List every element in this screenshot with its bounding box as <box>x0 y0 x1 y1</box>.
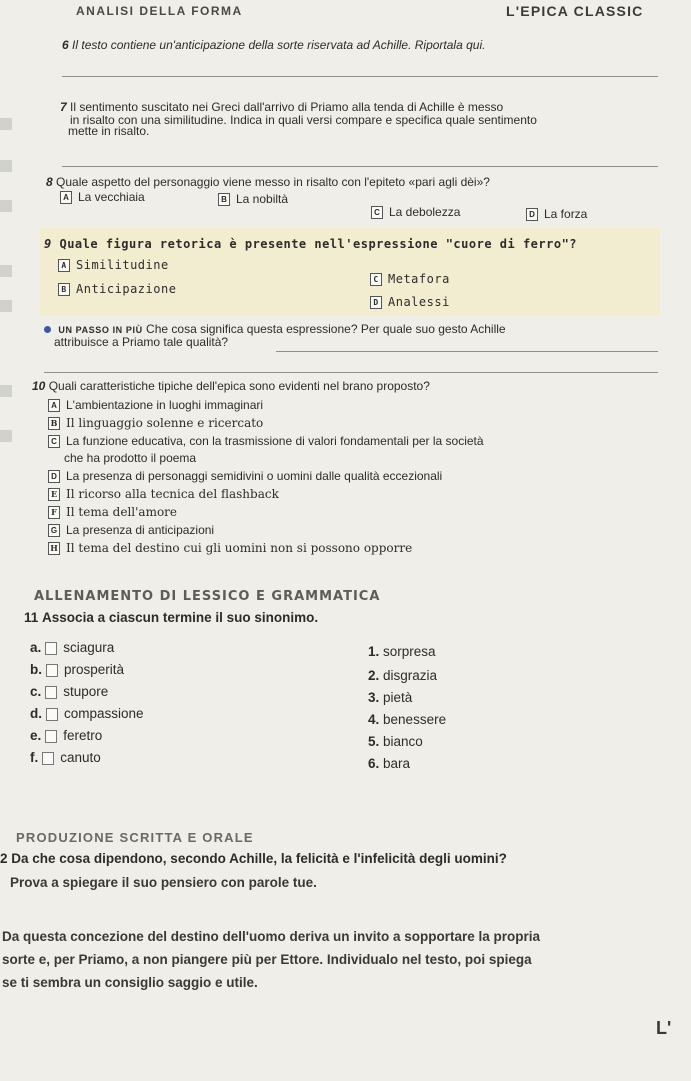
question-7-line2: in risalto con una similitudine. Indica in quali versi compare e specifica quale sentimento <box>70 113 537 127</box>
synonym-5: 5. bianco <box>368 734 423 749</box>
option-letter-box: D <box>526 208 538 221</box>
option-9d[interactable]: D Analessi <box>370 295 450 309</box>
option-letter-box: B <box>58 283 70 296</box>
option-letter-box: F <box>48 506 60 519</box>
answer-box[interactable] <box>46 664 58 677</box>
question-text-line1: Il sentimento suscitato nei Greci dall'arrivo di Priamo alla tenda di Achille è messo <box>70 100 504 114</box>
option-10b[interactable]: B Il linguaggio solenne e ricercato <box>48 416 263 430</box>
question-10 <box>32 379 430 394</box>
section-title-lessico: ALLENAMENTO DI LESSICO E GRAMMATICA <box>34 589 381 604</box>
question-9 <box>44 237 577 251</box>
question-13-line3: se ti sembra un consiglio saggio e utile. <box>2 975 258 990</box>
question-number: 11 <box>24 610 39 625</box>
passo-tag: UN PASSO IN PIÙ <box>58 325 143 335</box>
bullet-icon <box>44 326 51 333</box>
answer-box[interactable] <box>46 708 58 721</box>
question-text: Il testo contiene un'anticipazione della sorte riservata ad Achille. Riportala qui. <box>72 38 486 52</box>
synonym-2: 2. disgrazia <box>368 668 438 683</box>
question-number: 7 <box>60 100 67 114</box>
option-letter-box: D <box>48 470 60 483</box>
option-8b[interactable]: B La nobiltà <box>218 192 288 206</box>
term-a[interactable]: a. sciagura <box>30 640 115 655</box>
synonym-6: 6. bara <box>368 756 411 771</box>
term-e[interactable]: e. feretro <box>30 728 103 743</box>
question-number: 8 <box>46 175 53 189</box>
option-letter-box: B <box>218 193 230 206</box>
option-letter-box: E <box>48 488 60 501</box>
option-10c[interactable]: C La funzione educativa, con la trasmissione di valori fondamentali per la società <box>48 434 484 448</box>
option-10a[interactable]: A L'ambientazione in luoghi immaginari <box>48 398 263 412</box>
option-8c[interactable]: C La debolezza <box>371 205 460 219</box>
option-9a[interactable]: A Similitudine <box>58 258 169 272</box>
answer-line[interactable] <box>62 166 658 167</box>
option-10h[interactable]: H Il tema del destino cui gli uomini non si possono opporre <box>48 541 412 555</box>
margin-mark <box>0 430 12 442</box>
question-13-line2: sorte e, per Priamo, a non piangere più per Ettore. Individualo nel testo, poi spiega <box>2 952 532 967</box>
term-d[interactable]: d. compassione <box>30 706 144 721</box>
answer-box[interactable] <box>42 752 54 765</box>
option-letter-box: A <box>60 191 72 204</box>
option-10f[interactable]: F Il tema dell'amore <box>48 505 177 519</box>
question-number: 10 <box>32 379 46 393</box>
answer-box[interactable] <box>45 730 57 743</box>
option-8d[interactable]: D La forza <box>526 207 587 221</box>
margin-mark <box>0 300 12 312</box>
question-text-line1: Che cosa significa questa espressione? Per quale suo gesto Achille <box>146 322 506 336</box>
question-11 <box>24 610 318 625</box>
question-text: Quale aspetto del personaggio viene messo in risalto con l'epiteto «pari agli dèi»? <box>56 175 490 189</box>
option-letter-box: B <box>48 417 60 430</box>
margin-mark <box>0 118 12 130</box>
term-b[interactable]: b. prosperità <box>30 662 125 677</box>
option-letter-box: A <box>48 399 60 412</box>
question-7-line3: mette in risalto. <box>68 124 150 138</box>
question-passo-line2: attribuisce a Priamo tale qualità? <box>54 335 229 349</box>
margin-mark <box>0 160 12 172</box>
answer-line[interactable] <box>44 372 658 373</box>
question-text: Quali caratteristiche tipiche dell'epica sono evidenti nel brano proposto? <box>48 379 430 393</box>
answer-box[interactable] <box>45 686 57 699</box>
answer-line[interactable] <box>276 351 658 352</box>
synonym-3: 3. pietà <box>368 690 413 705</box>
header-right: L'EPICA CLASSIC <box>506 3 644 19</box>
option-letter-box: C <box>48 435 60 448</box>
option-letter-box: H <box>48 542 60 555</box>
option-10g[interactable]: G La presenza di anticipazioni <box>48 523 214 537</box>
synonym-4: 4. benessere <box>368 712 447 727</box>
option-letter-box: G <box>48 524 60 537</box>
question-13-line1: Da questa concezione del destino dell'uomo deriva un invito a sopportare la propria <box>2 929 541 944</box>
question-8 <box>46 175 490 190</box>
term-f[interactable]: f. canuto <box>30 750 101 765</box>
option-10d[interactable]: D La presenza di personaggi semidivini o uomini dalle qualità eccezionali <box>48 469 442 483</box>
margin-mark <box>0 200 12 212</box>
option-10c-cont: che ha prodotto il poema <box>64 451 197 465</box>
option-letter-box: C <box>370 273 382 286</box>
option-letter-box: D <box>370 296 382 309</box>
option-letter-box: C <box>371 206 383 219</box>
question-number: 9 <box>44 237 52 251</box>
header-left: ANALISI DELLA FORMA <box>76 4 243 18</box>
option-9c[interactable]: C Metafora <box>370 272 450 286</box>
margin-mark <box>0 265 12 277</box>
question-text: Associa a ciascun termine il suo sinonimo. <box>42 610 319 625</box>
answer-box[interactable] <box>45 642 57 655</box>
option-9b[interactable]: B Anticipazione <box>58 282 176 296</box>
question-12-line2: Prova a spiegare il suo pensiero con parole tue. <box>10 875 317 890</box>
question-number: 2 <box>0 851 8 866</box>
question-text: Quale figura retorica è presente nell'espressione "cuore di ferro"? <box>59 237 578 251</box>
question-12 <box>0 851 507 866</box>
question-6 <box>62 38 485 53</box>
question-text-line1: Da che cosa dipendono, secondo Achille, la felicità e l'infelicità degli uomini? <box>11 851 507 866</box>
synonym-1: 1. sorpresa <box>368 644 436 659</box>
term-c[interactable]: c. stupore <box>30 684 109 699</box>
corner-letter: L' <box>656 1018 672 1038</box>
section-title-produzione: PRODUZIONE SCRITTA E ORALE <box>16 830 254 845</box>
answer-line[interactable] <box>62 76 658 77</box>
option-10e[interactable]: E Il ricorso alla tecnica del flashback <box>48 487 279 501</box>
option-8a[interactable]: A La vecchiaia <box>60 190 145 204</box>
option-letter-box: A <box>58 259 70 272</box>
margin-mark <box>0 385 12 397</box>
question-number: 6 <box>62 38 69 52</box>
